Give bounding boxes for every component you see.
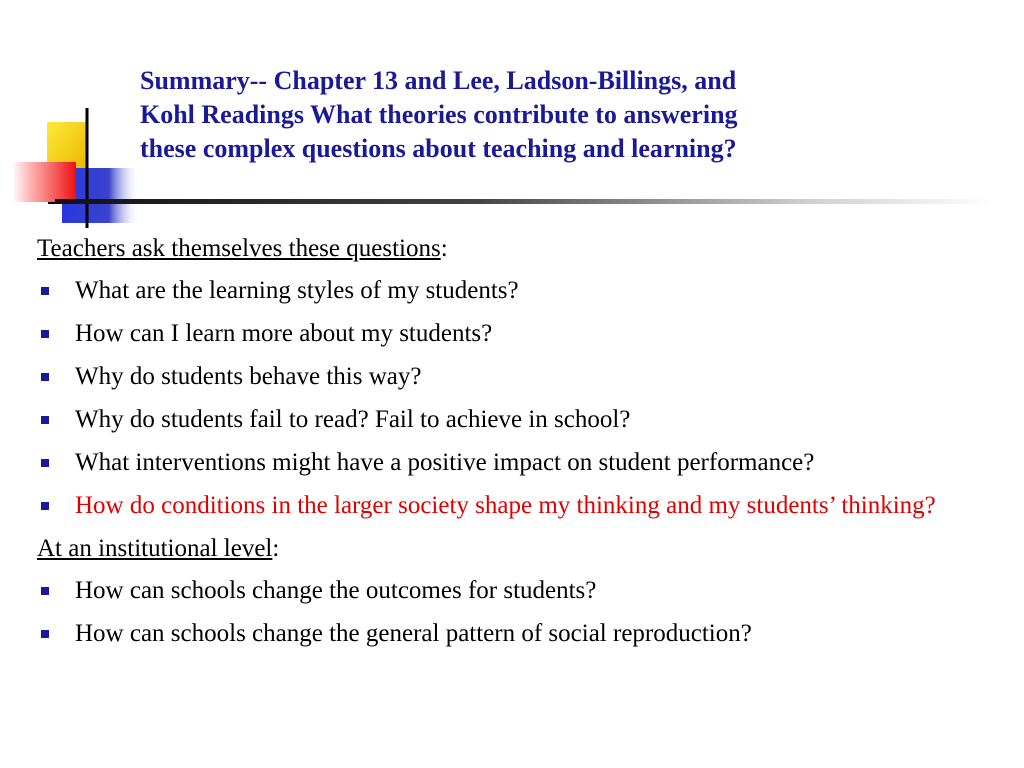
bullet-square-icon	[41, 287, 49, 295]
list-item-text: Why do students fail to read? Fail to achieve in school?	[75, 406, 631, 433]
list-item	[37, 317, 997, 350]
title-line-3: these complex questions about teaching and learning?	[140, 134, 737, 163]
list-item	[37, 360, 997, 393]
bullet-square-icon	[41, 502, 49, 510]
list-item-text: How can I learn more about my students?	[75, 320, 493, 347]
list-item	[37, 403, 997, 436]
section-heading-text: At an institutional level	[37, 535, 273, 562]
bullet-square-icon	[41, 630, 49, 638]
list-item-text: What interventions might have a positive impact on student performance?	[75, 449, 815, 476]
bullet-list-institutional	[37, 574, 997, 650]
slide-body	[37, 232, 997, 660]
bullet-square-icon	[41, 330, 49, 338]
list-item-text: How do conditions in the larger society shape my thinking and my students’ thinking?	[75, 492, 936, 519]
list-item	[37, 446, 997, 479]
bullet-square-icon	[41, 459, 49, 467]
title-line-1: Summary-- Chapter 13 and Lee, Ladson-Billings, and	[140, 66, 737, 95]
bullet-square-icon	[41, 373, 49, 381]
list-item-text: How can schools change the outcomes for students?	[75, 577, 597, 604]
list-item	[37, 617, 997, 650]
section-heading-suffix: :	[440, 235, 448, 262]
section-heading-teachers	[37, 232, 997, 265]
section-heading-suffix: :	[272, 535, 280, 562]
slide-title	[140, 64, 1000, 166]
bullet-list-teachers	[37, 274, 997, 522]
section-heading-institutional	[37, 532, 997, 565]
section-heading-text: Teachers ask themselves these questions	[37, 235, 441, 262]
list-item	[37, 274, 997, 307]
list-item-text: Why do students behave this way?	[75, 363, 422, 390]
title-line-2: Kohl Readings What theories contribute to answering	[140, 100, 738, 129]
list-item-text: How can schools change the general pattern of social reproduction?	[75, 620, 752, 647]
list-item	[37, 574, 997, 607]
list-item-text: What are the learning styles of my students?	[75, 277, 519, 304]
bullet-square-icon	[41, 587, 49, 595]
bullet-square-icon	[41, 416, 49, 424]
list-item-emphasized	[37, 489, 997, 522]
title-divider	[55, 199, 995, 204]
red-square	[12, 162, 76, 202]
